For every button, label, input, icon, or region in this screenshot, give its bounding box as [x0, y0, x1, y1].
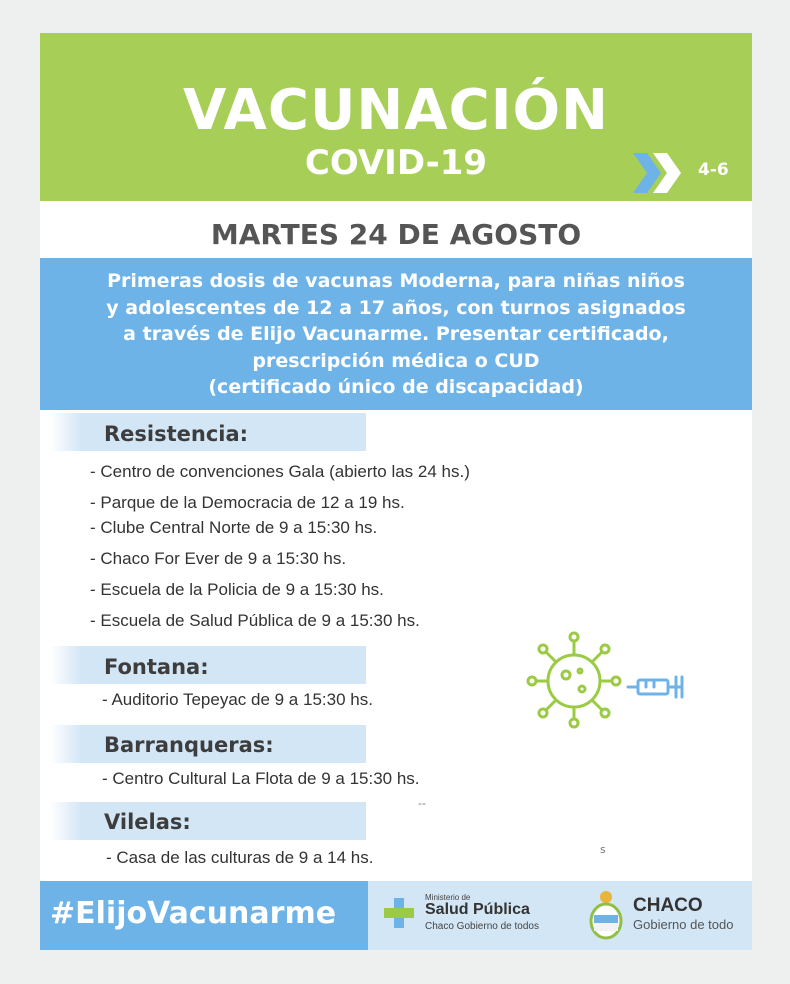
- list-item: - Escuela de Salud Pública de 9 a 15:30 hs.: [90, 611, 420, 630]
- chaco-name: CHACO: [633, 895, 703, 916]
- list-item: - Escuela de la Policia de 9 a 15:30 hs.: [90, 580, 384, 599]
- stray-mark: s: [600, 843, 606, 856]
- section-title-fontana: Fontana:: [104, 655, 209, 679]
- hero-tag: 4-6: [698, 160, 729, 180]
- ministry-subtitle: Chaco Gobierno de todos: [425, 921, 539, 932]
- hero-subtitle: COVID-19: [304, 143, 488, 183]
- hero-banner: [40, 33, 752, 201]
- footer-hashtag-box: [40, 881, 368, 950]
- list-item: - Auditorio Tepeyac de 9 a 15:30 hs.: [102, 690, 373, 709]
- info-line: prescripción médica o CUD: [252, 349, 540, 372]
- ministry-name: Salud Pública: [425, 901, 530, 918]
- info-line: (certificado único de discapacidad): [208, 376, 584, 398]
- list-item: - Centro Cultural La Flota de 9 a 15:30 hs.: [102, 769, 420, 788]
- hashtag-text: #ElijoVacunarme: [50, 896, 337, 931]
- footer-bar: [40, 881, 752, 950]
- list-item: - Chaco For Ever de 9 a 15:30 hs.: [90, 549, 347, 568]
- health-cross-icon: [382, 896, 416, 930]
- section-title-vilelas: Vilelas:: [104, 810, 191, 834]
- info-line: Primeras dosis de vacunas Moderna, para niñas niños: [107, 270, 685, 292]
- list-item: - Centro de convenciones Gala (abierto las 24 hs.): [90, 462, 470, 481]
- list-item: - Parque de la Democracia de 12 a 19 hs.: [90, 493, 405, 512]
- double-chevron-right-icon: [633, 153, 693, 193]
- ministry-top-label: Ministerio de: [425, 893, 471, 902]
- province-seal-icon: [586, 889, 626, 941]
- list-item: - Clube Central Norte de 9 a 15:30 hs.: [90, 518, 378, 537]
- stray-mark: --: [418, 797, 426, 810]
- section-title-barranqueras: Barranqueras:: [104, 733, 274, 757]
- section-title-resistencia: Resistencia:: [104, 422, 249, 446]
- chaco-subtitle: Gobierno de todo: [633, 917, 734, 932]
- info-line: a través de Elijo Vacunarme. Presentar certificado,: [123, 323, 669, 345]
- virus-and-syringe-icon: [524, 629, 694, 729]
- hero-title: VACUNACIÓN: [182, 78, 610, 143]
- section-header-bar: [50, 802, 366, 840]
- info-text: [48, 268, 744, 401]
- info-box: [40, 258, 752, 410]
- date-heading: MARTES 24 DE AGOSTO: [210, 218, 582, 251]
- list-item: - Casa de las culturas de 9 a 14 hs.: [106, 848, 374, 867]
- poster-card: [40, 33, 752, 950]
- info-line: y adolescentes de 12 a 17 años, con turnos asignados: [106, 296, 686, 319]
